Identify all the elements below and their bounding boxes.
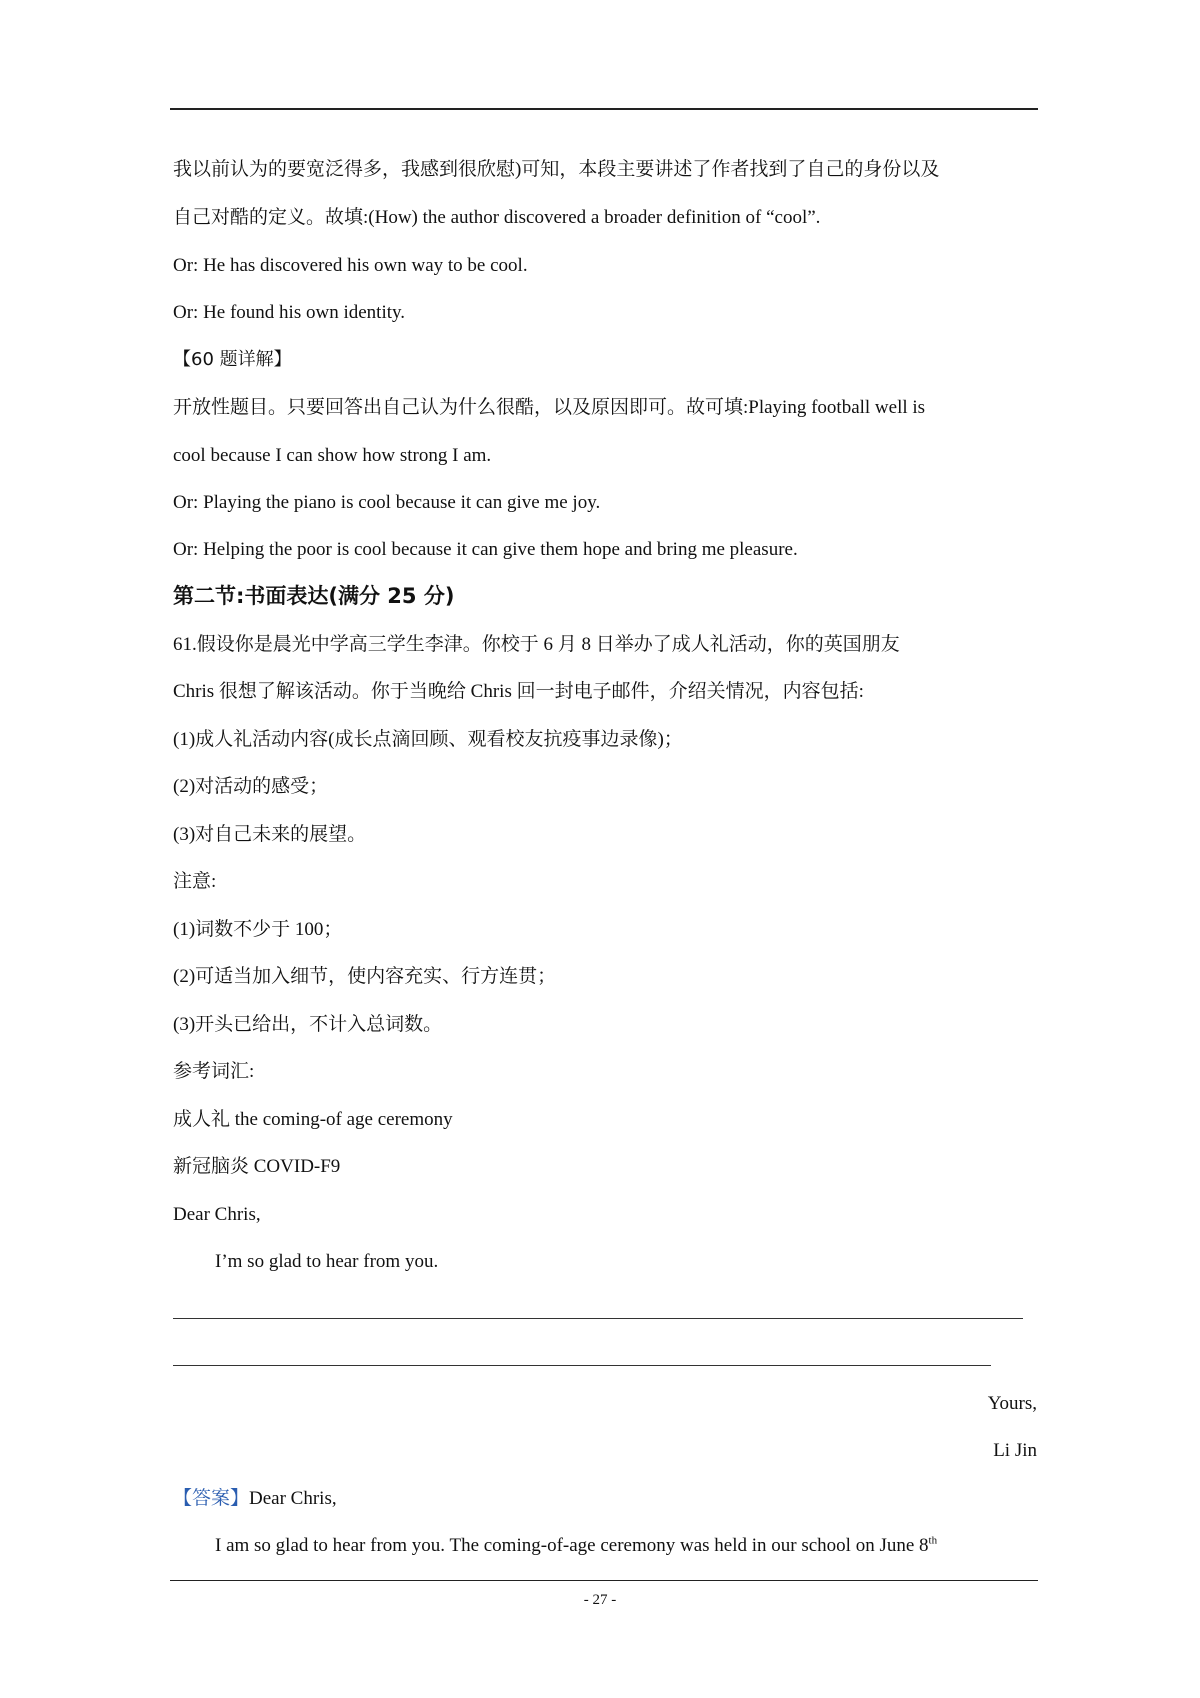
closing-yours: Yours, <box>987 1393 1037 1414</box>
text-line: 我以前认为的要宽泛得多，我感到很欣慰)可知，本段主要讲述了作者找到了自己的身份以及 <box>173 159 940 180</box>
header-rule <box>170 108 1038 110</box>
answer-sup: th <box>928 1534 938 1547</box>
question-detail-heading: 【60 题详解】 <box>173 349 292 370</box>
task-line: 61.假设你是晨光中学高三学生李津。你校于 6 月 8 日举办了成人礼活动，你的英国朋友 <box>173 634 900 655</box>
answer-body: I am so glad to hear from you. The coming-of-age ceremony was held in our school on June 8 <box>215 1535 929 1556</box>
writing-blank-line <box>173 1365 991 1366</box>
text-line: cool because I can show how strong I am. <box>173 445 492 466</box>
answer-label: 【答案】 <box>173 1488 250 1509</box>
text-line: Or: He has discovered his own way to be cool. <box>173 255 528 276</box>
task-line: (2)对活动的感受； <box>173 776 329 797</box>
task-line: 参考词汇: <box>173 1061 255 1082</box>
writing-blank-line <box>173 1318 1023 1319</box>
vocab-line: 新冠脑炎 COVID-F9 <box>173 1156 341 1177</box>
task-line: (3)开头已给出，不计入总词数。 <box>173 1014 443 1035</box>
page-number: - 27 - <box>583 1592 617 1608</box>
vocab-line: 成人礼 the coming-of age ceremony <box>173 1109 453 1130</box>
letter-greeting: Dear Chris, <box>173 1204 261 1225</box>
task-line: (1)成人礼活动内容(成长点滴回顾、观看校友抗疫事边录像)； <box>173 729 683 750</box>
text-line: Or: Helping the poor is cool because it can give them hope and bring me pleasure. <box>173 539 798 560</box>
section-heading: 第二节:书面表达(满分 25 分) <box>173 584 455 608</box>
closing-name: Li Jin <box>993 1440 1037 1461</box>
task-line: (2)可适当加入细节，使内容充实、行方连贯； <box>173 966 557 987</box>
answer-body-line <box>215 1533 937 1559</box>
text-line: Or: Playing the piano is cool because it can give me joy. <box>173 492 601 513</box>
text-line: 开放性题目。只要回答出自己认为什么很酷，以及原因即可。故可填:Playing football well is <box>173 397 926 418</box>
task-line: (1)词数不少于 100； <box>173 919 343 940</box>
footer-rule <box>170 1580 1038 1581</box>
task-line: 注意: <box>173 871 217 892</box>
answer-greeting: Dear Chris, <box>249 1488 337 1509</box>
answer-line <box>173 1486 337 1512</box>
task-line: Chris 很想了解该活动。你于当晚给 Chris 回一封电子邮件，介绍关情况，内容包括: <box>173 681 864 702</box>
text-line: Or: He found his own identity. <box>173 302 406 323</box>
task-line: (3)对自己未来的展望。 <box>173 824 367 845</box>
letter-opening: I’m so glad to hear from you. <box>215 1251 439 1272</box>
text-line: 自己对酷的定义。故填:(How) the author discovered a broader definition of “cool”. <box>173 207 821 228</box>
